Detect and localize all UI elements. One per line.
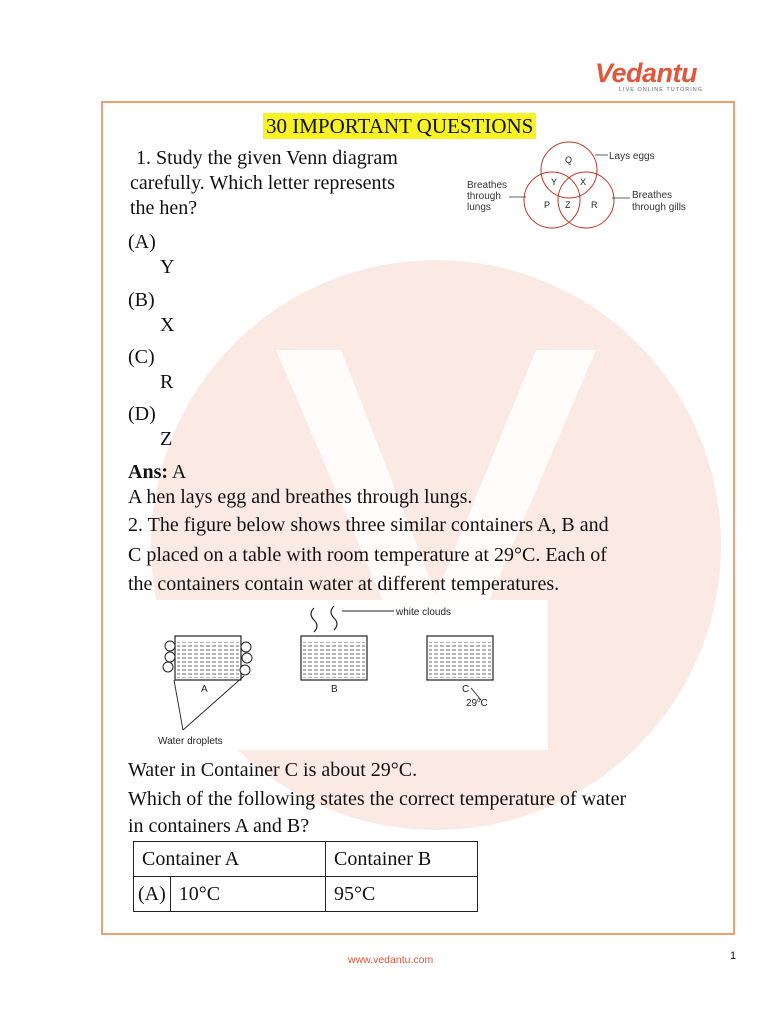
page-number: 1 bbox=[730, 950, 737, 962]
figure-label-b: B bbox=[331, 684, 338, 695]
footer-url[interactable]: www.vedantu.com bbox=[348, 954, 434, 966]
vedantu-logo bbox=[595, 58, 725, 100]
q1-option-d-label: (D) bbox=[128, 403, 156, 425]
page-title: 30 IMPORTANT QUESTIONS bbox=[263, 113, 536, 139]
table-header-row bbox=[134, 842, 478, 877]
q1-option-c-label: (C) bbox=[128, 346, 155, 368]
q2-line-4: Water in Container C is about 29°C. bbox=[128, 759, 418, 781]
figure-label-c: C bbox=[462, 684, 470, 695]
venn-label-lungs-3: lungs bbox=[467, 202, 491, 213]
venn-label-lungs-2: through bbox=[467, 191, 501, 202]
answer-value: A bbox=[171, 461, 187, 483]
figure-label-a: A bbox=[201, 684, 208, 695]
q1-option-b-value: X bbox=[160, 314, 175, 336]
logo-text: Vedantu bbox=[595, 58, 698, 88]
container-temperature-table bbox=[133, 841, 478, 912]
figure-temp-value: 29 bbox=[466, 698, 478, 709]
venn-diagram bbox=[462, 138, 702, 238]
figure-label-temp: 29$^o$C bbox=[466, 698, 488, 709]
q1-explanation: A hen lays egg and breathes through lungs. bbox=[128, 486, 473, 508]
q2-line-5: Which of the following states the correct temperature of water bbox=[128, 788, 627, 810]
logo-tagline: LIVE ONLINE TUTORING bbox=[619, 87, 703, 93]
containers-figure bbox=[128, 600, 548, 750]
table-row bbox=[134, 877, 478, 912]
venn-circle-lays-eggs bbox=[541, 142, 597, 198]
header-container-b: Container B bbox=[326, 842, 478, 877]
q1-line-3: the hen? bbox=[130, 197, 198, 219]
q2-line-3: the containers contain water at different temperatures. bbox=[128, 573, 560, 595]
venn-letter-p: P bbox=[544, 200, 551, 210]
venn-label-lungs-1: Breathes bbox=[467, 180, 508, 191]
q1-line-1: 1. Study the given Venn diagram bbox=[136, 147, 398, 169]
venn-letter-q: Q bbox=[565, 155, 573, 165]
answer-label: Ans: bbox=[128, 461, 169, 483]
venn-label-gills-2: through gills bbox=[632, 202, 686, 213]
q2-line-6: in containers A and B? bbox=[128, 815, 310, 837]
figure-label-droplets: Water droplets bbox=[158, 736, 223, 747]
q1-option-d-value: Z bbox=[160, 428, 173, 450]
venn-letter-z: Z bbox=[565, 200, 571, 210]
q2-line-1: 2. The figure below shows three similar containers A, B and bbox=[128, 514, 609, 536]
q1-option-c-value: R bbox=[160, 371, 174, 393]
q1-option-b-label: (B) bbox=[128, 289, 155, 311]
figure-label-clouds: white clouds bbox=[396, 607, 452, 618]
row-value-a: 10°C bbox=[170, 877, 325, 912]
row-value-b: 95°C bbox=[326, 877, 478, 912]
q1-option-a-label: (A) bbox=[128, 231, 156, 253]
row-option-label: (A) bbox=[134, 877, 171, 912]
venn-label-gills-1: Breathes bbox=[632, 190, 673, 201]
header-container-a: Container A bbox=[134, 842, 326, 877]
venn-letter-x: X bbox=[580, 177, 587, 187]
q2-line-2: C placed on a table with room temperature at 29°C. Each of bbox=[128, 544, 607, 566]
q1-option-a-value: Y bbox=[160, 256, 175, 278]
venn-label-lays-eggs: Lays eggs bbox=[609, 151, 655, 162]
figure-temp-unit: C bbox=[480, 698, 488, 709]
venn-letter-r: R bbox=[591, 200, 598, 210]
q1-line-2: carefully. Which letter represents bbox=[130, 172, 395, 194]
q1-answer bbox=[128, 460, 186, 485]
venn-letter-y: Y bbox=[551, 177, 558, 187]
